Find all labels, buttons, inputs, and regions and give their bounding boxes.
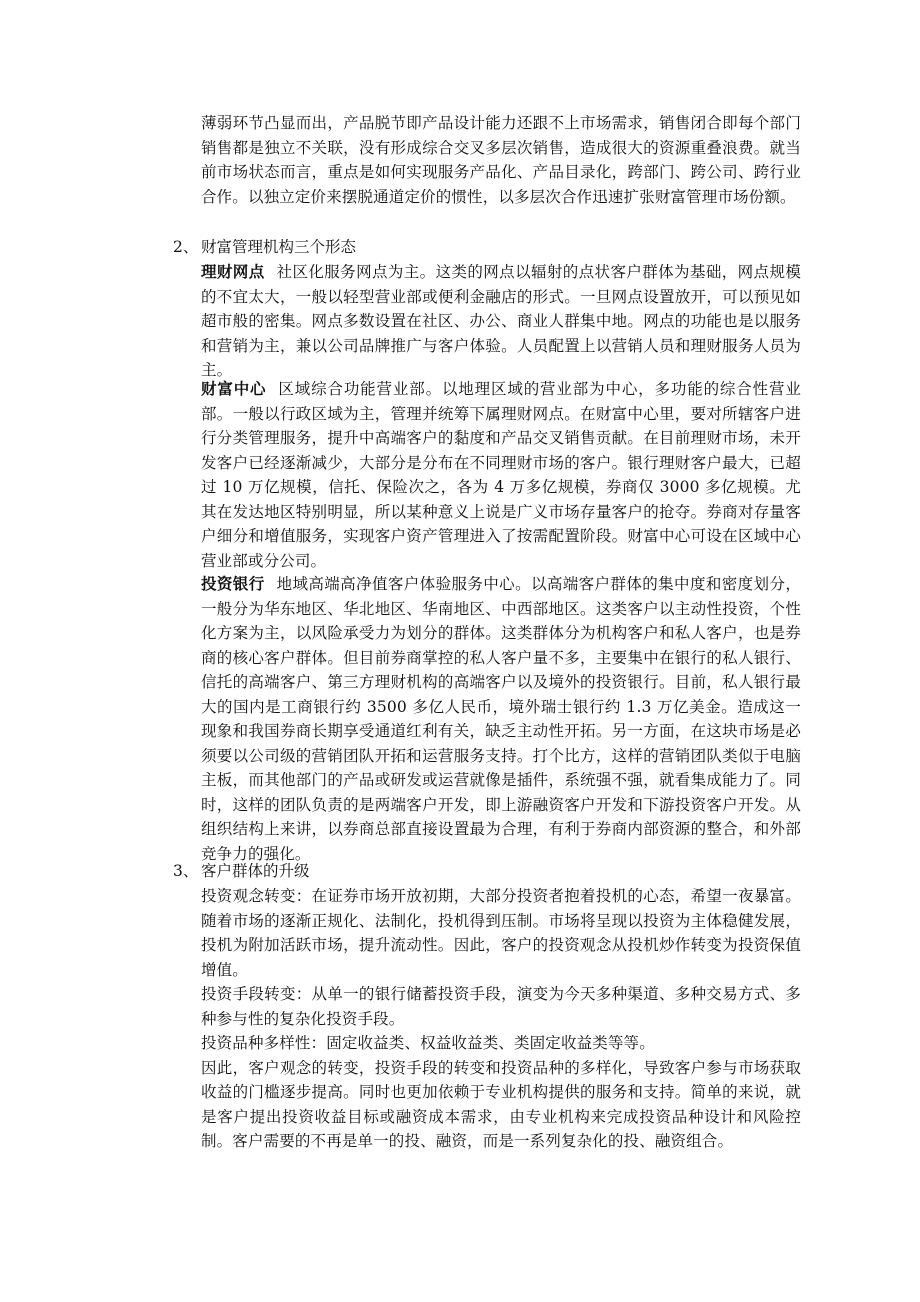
wealth-outlet-paragraph bbox=[201, 260, 801, 383]
section-2-title: 财富管理机构三个形态 bbox=[201, 238, 357, 256]
investment-variety-paragraph: 投资品种多样性：固定收益类、权益收益类、类固定收益类等等。 bbox=[201, 1034, 655, 1052]
investment-concept-paragraph: 投资观念转变：在证券市场开放初期，大部分投资者抱着投机的心态，希望一夜暴富。随着市场的逐渐正规化、法制化，投机得到压制。市场将呈现以投资为主体稳健发展，投机为附加活跃市场，提升流动性。因此，客户的投资观念从投机炒作转变为投资保值增值。 bbox=[201, 887, 801, 979]
wealth-center-text: 区域综合功能营业部。以地理区域的营业部为中心，多功能的综合性营业部。一般以行政区域为主，管理并统筹下属理财网点。在财富中心里，要对所辖客户进行分类管理服务，提升中高端客户的黏度和产品交叉销售贡献。在目前理财市场，未开发客户已经逐渐减少，大部分是分布在不同理财市场的客户。银行理财客户最大，已超过 10 万亿规模，信托、保险次之，各为 4 万多亿规模，券商仅 3000 多亿规模。尤其在发达地区特别明显，所以某种意义上说是广义市场存量客户的抢夺。券商对存量客户细分和增值服务，实现客户资产管理进入了按需配置阶段。财富中心可设在区域中心营业部或分公司。 bbox=[201, 380, 801, 570]
term-wealth-center: 财富中心 bbox=[201, 379, 267, 398]
wealth-outlet-text: 社区化服务网点为主。这类的网点以辐射的点状客户群体为基础，网点规模的不宜太大，一般以轻型营业部或便利金融店的形式。一旦网点设置放开，可以预见如超市般的密集。网点多数设置在社区、办公、商业人群集中地。网点的功能也是以服务和营销为主，兼以公司品牌推广与客户体验。人员配置上以营销人员和理财服务人员为主。 bbox=[201, 263, 801, 379]
wealth-outlet-block bbox=[201, 260, 801, 383]
intro-paragraph: 薄弱环节凸显而出，产品脱节即产品设计能力还跟不上市场需求，销售闭合即每个部门销售都是独立不关联，没有形成综合交叉多层次销售，造成很大的资源重叠浪费。就当前市场状态而言，重点是如何实现服务产品化、产品目录化，跨部门、跨公司、跨行业合作。以独立定价来摆脱通道定价的惯性，以多层次合作迅速扩张财富管理市场份额。 bbox=[201, 114, 801, 206]
investment-means-paragraph: 投资手段转变：从单一的银行储蓄投资手段，演变为今天多种渠道、多种交易方式、多种参与性的复杂化投资手段。 bbox=[201, 985, 801, 1028]
conclusion-paragraph: 因此，客户观念的转变，投资手段的转变和投资品种的多样化，导致客户参与市场获取收益的门槛逐步提高。同时也更加依赖于专业机构提供的服务和支持。简单的来说，就是客户提出投资收益目标或融资成本需求，由专业机构来完成投资品种设计和风险控制。客户需要的不再是单一的投、融资，而是一系列复杂化的投、融资组合。 bbox=[201, 1058, 801, 1150]
term-wealth-outlet: 理财网点 bbox=[201, 262, 265, 281]
investment-bank-paragraph bbox=[201, 572, 801, 866]
section-3-body bbox=[201, 884, 801, 1154]
section-3-title: 客户群体的升级 bbox=[201, 862, 310, 880]
term-investment-bank: 投资银行 bbox=[201, 574, 265, 593]
intro-block bbox=[201, 111, 801, 209]
wealth-center-block bbox=[201, 377, 801, 573]
investment-bank-block bbox=[201, 572, 801, 866]
section-2-heading bbox=[173, 235, 356, 259]
investment-bank-text: 地域高端高净值客户体验服务中心。以高端客户群体的集中度和密度划分，一般分为华东地区、华北地区、华南地区、中西部地区。这类客户以主动性投资，个性化方案为主，以风险承受力为划分的群体。这类群体分为机构客户和私人客户，也是券商的核心客户群体。但目前券商掌控的私人客户量不多，主要集中在银行的私人银行、信托的高端客户、第三方理财机构的高端客户以及境外的投资银行。目前，私人银行最大的国内是工商银行约 3500 多亿人民币，境外瑞士银行约 1.3 万亿美金。造成这一现象和我国券商长期享受通道红利有关，缺乏主动性开拓。另一方面，在这块市场是必须要以公司级的营销团队开拓和运营服务支持。打个比方，这样的营销团队类似于电脑主板，而其他部门的产品或研发或运营就像是插件，系统强不强，就看集成能力了。同时，这样的团队负责的是两端客户开发，即上游融资客户开发和下游投资客户开发。从组织结构上来讲，以券商总部直接设置最为合理，有利于券商内部资源的整合，和外部竞争力的强化。 bbox=[201, 575, 801, 863]
section-3-number: 3、 bbox=[173, 862, 199, 880]
wealth-center-paragraph bbox=[201, 377, 801, 573]
section-2-number: 2、 bbox=[173, 238, 199, 256]
section-3-heading bbox=[173, 859, 310, 883]
